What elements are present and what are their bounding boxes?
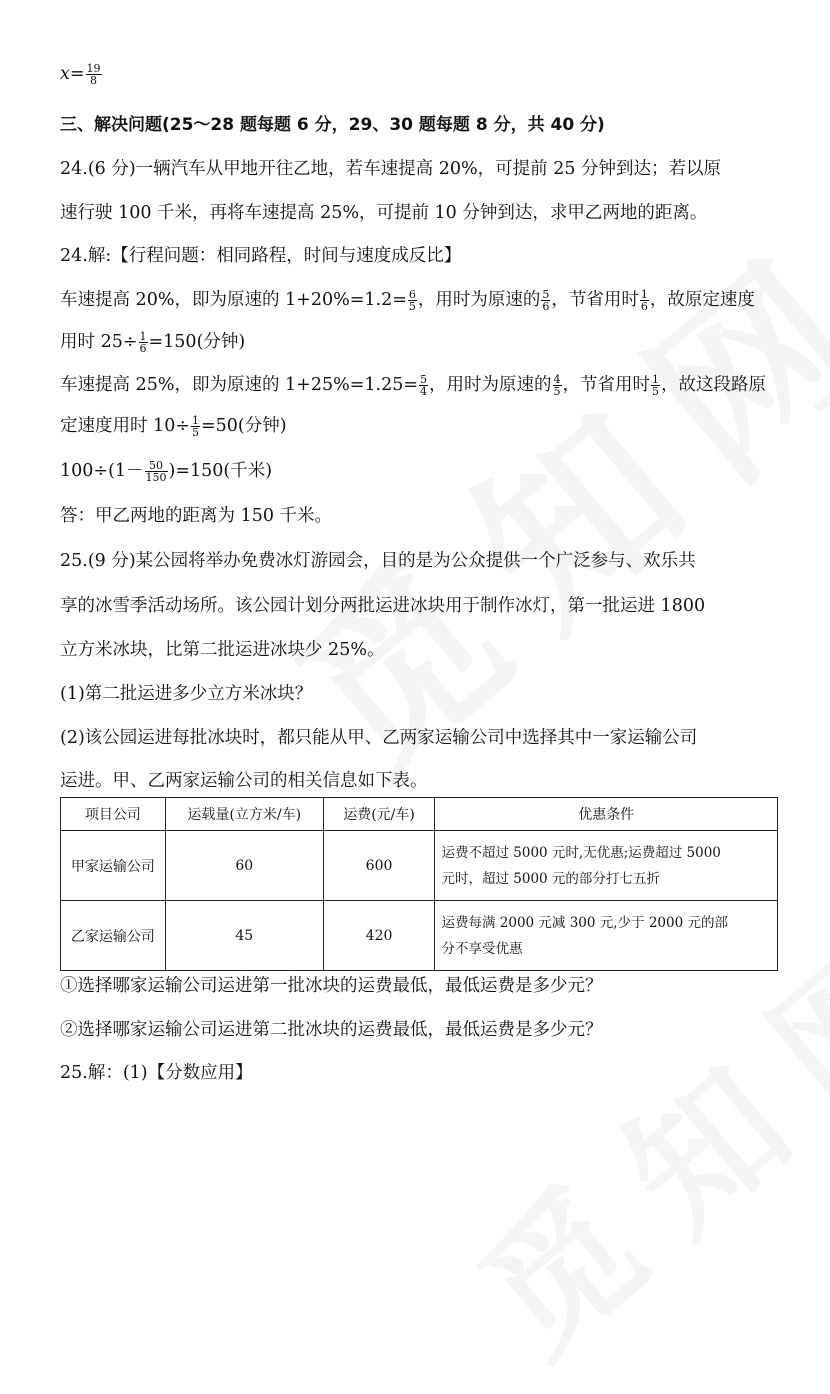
table-cell-company: 甲家运输公司 (61, 831, 166, 901)
table-cell-capacity: 45 (165, 901, 323, 971)
table-header: 项目公司 (61, 798, 166, 831)
fraction: $\frac{6}{5}$ (408, 288, 416, 313)
variable-x: x (60, 64, 70, 84)
equation-result: x= $\frac{19}{8}$ (60, 62, 101, 87)
solution-24-line-1: 车速提高 20%，即为原速的 1+20%=1.2= $\frac{6}{5}$ ，用时为原速的 $\frac{5}{6}$ ，节省用时 $\frac{1}{6}$ ，故原定速度 (60, 288, 755, 313)
fraction: $\frac{5}{6}$ (542, 288, 550, 313)
table-row (61, 831, 778, 901)
table-cell-fee: 420 (323, 901, 435, 971)
solution-24-line-2: 用时 25÷ $\frac{1}{6}$ =150(分钟) (60, 330, 246, 355)
fraction: $\frac{1}{5}$ (652, 373, 660, 398)
solution-25-heading: 25.解：(1)【分数应用】 (60, 1063, 253, 1083)
table-cell-capacity: 60 (165, 831, 323, 901)
table-header: 优惠条件 (435, 798, 778, 831)
answer-24: 答：甲乙两地的距离为 150 千米。 (60, 506, 333, 526)
section-heading: 三、解决问题(25～28 题每题 6 分，29、30 题每题 8 分，共 40 分) (60, 115, 605, 135)
question-25-choice-2: ②选择哪家运输公司运进第二批冰块的运费最低，最低运费是多少元？ (60, 1020, 603, 1040)
question-25-line-3: 立方米冰块，比第二批运进冰块少 25%。 (60, 640, 385, 660)
solution-24-heading: 24.解:【行程问题：相同路程，时间与速度成反比】 (60, 246, 462, 266)
question-25-sub-2a: (2)该公园运进每批冰块时，都只能从甲、乙两家运输公司中选择其中一家运输公司 (60, 728, 698, 748)
fraction: $\frac{4}{5}$ (553, 373, 561, 398)
question-25-line-2: 享的冰雪季活动场所。该公园计划分两批运进冰块用于制作冰灯，第一批运进 1800 (60, 596, 706, 616)
question-25-sub-2b: 运进。甲、乙两家运输公司的相关信息如下表。 (60, 771, 428, 791)
fraction: $\frac{1}{6}$ (640, 288, 648, 313)
fraction: $\frac{50}{150}$ (145, 459, 167, 484)
question-25-line-1: 25.(9 分)某公园将举办免费冰灯游园会，目的是为公众提供一个广泛参与、欢乐共 (60, 551, 696, 571)
solution-24-line-4: 定速度用时 10÷ $\frac{1}{5}$ =50(分钟) (60, 414, 287, 439)
table-header: 运载量(立方米/车) (165, 798, 323, 831)
question-25-choice-1: ①选择哪家运输公司运进第一批冰块的运费最低，最低运费是多少元？ (60, 976, 603, 996)
fraction: $\frac{1}{6}$ (139, 330, 147, 355)
fraction: $\frac{1}{5}$ (192, 414, 199, 439)
question-25-sub-1: (1)第二批运进多少立方米冰块？ (60, 684, 313, 704)
fraction: $\frac{19}{8}$ (86, 62, 101, 87)
watermark (233, 170, 830, 823)
transport-table (60, 797, 778, 971)
table-cell-condition: 运费不超过 5000 元时,无优惠;运费超过 5000 元时，超过 5000 元的部分打七五折 (435, 831, 778, 901)
question-24-line-2: 速行驶 100 千米，再将车速提高 25%，可提前 10 分钟到达，求甲乙两地的距离。 (60, 203, 708, 223)
table-cell-company: 乙家运输公司 (61, 901, 166, 971)
table-cell-condition: 运费每满 2000 元减 300 元,少于 2000 元的部 分不享受优惠 (435, 901, 778, 971)
solution-24-line-3: 车速提高 25%，即为原速的 1+25%=1.25= $\frac{5}{4}$ ，用时为原速的 $\frac{4}{5}$ ，节省用时 $\frac{1}{5}$ ，故这段路原 (60, 373, 767, 398)
table-row (61, 901, 778, 971)
fraction: $\frac{5}{4}$ (420, 373, 428, 398)
table-header: 运费(元/车) (323, 798, 435, 831)
solution-24-line-5: 100÷(1－ $\frac{50}{150}$ )=150(千米) (60, 459, 273, 484)
question-24-line-1: 24.(6 分)一辆汽车从甲地开往乙地，若车速提高 20%，可提前 25 分钟到达；若以原 (60, 159, 722, 179)
table-header-row (61, 798, 778, 831)
table-cell-fee: 600 (323, 831, 435, 901)
